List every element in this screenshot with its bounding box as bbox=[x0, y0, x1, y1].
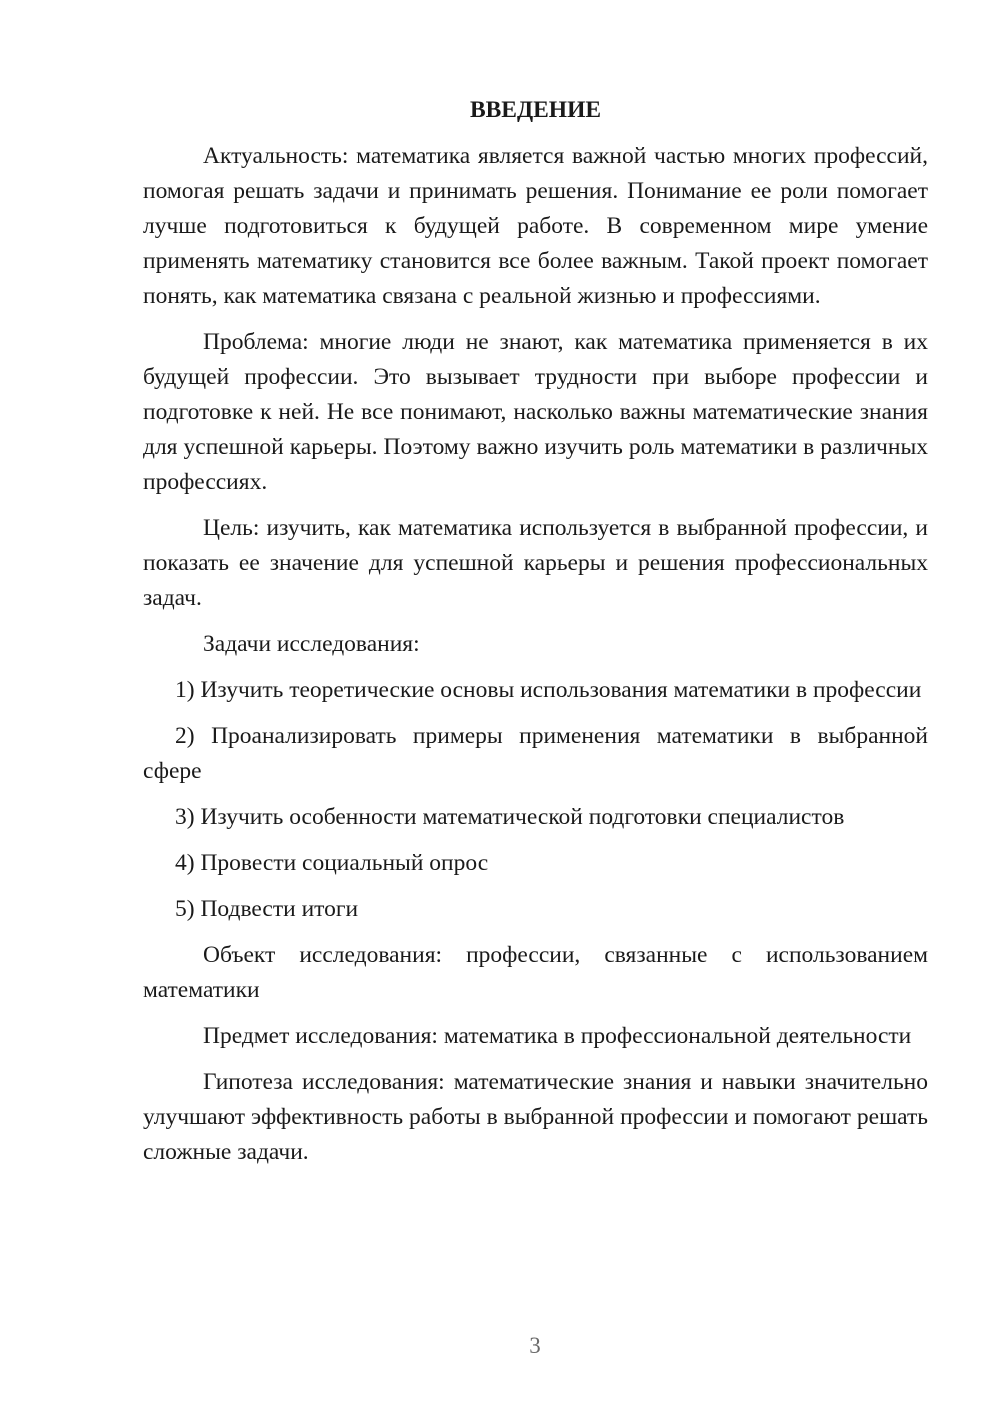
paragraph-object: Объект исследования: профессии, связанные с использованием математики bbox=[143, 942, 928, 1003]
paragraph-goal: Цель: изучить, как математика используется в выбранной профессии, и показать ее значение для успешной карьеры и решения профессиональных задач. bbox=[143, 515, 928, 611]
paragraph-subject: Предмет исследования: математика в профессиональной деятельности bbox=[203, 1023, 912, 1049]
paragraph-hypothesis: Гипотеза исследования: математические знания и навыки значительно улучшают эффективность работы в выбранной профессии и помогают решать сложные задачи. bbox=[143, 1069, 928, 1165]
paragraph-problem: Проблема: многие люди не знают, как математика применяется в их будущей профессии. Это вызывает трудности при выборе профессии и подготовке к ней. Не все понимают, насколько важны математические знания для успешной карьеры. Поэтому важно изучить роль математики в различных профессиях. bbox=[143, 329, 928, 495]
task-item-4: 4) Провести социальный опрос bbox=[175, 850, 489, 876]
paragraph-relevance: Актуальность: математика является важной частью многих профессий, помогая решать задачи и принимать решения. Понимание ее роли помогает лучше подготовиться к будущей работе. В современном мире умение применять математику становится все более важным. Такой проект помогает понять, как математика связана с реальной жизнью и профессиями. bbox=[143, 143, 928, 309]
section-title: ВВЕДЕНИЕ bbox=[469, 97, 602, 123]
paragraph-tasks-heading: Задачи исследования: bbox=[203, 631, 420, 657]
task-item-5: 5) Подвести итоги bbox=[175, 896, 359, 922]
page-number: 3 bbox=[529, 1333, 541, 1358]
page-content bbox=[143, 93, 928, 1181]
task-item-1: 1) Изучить теоретические основы использования математики в профессии bbox=[175, 677, 922, 703]
task-item-2: 2) Проанализировать примеры применения математики в выбранной сфере bbox=[143, 723, 928, 784]
task-item-3: 3) Изучить особенности математической подготовки специалистов bbox=[175, 804, 845, 830]
